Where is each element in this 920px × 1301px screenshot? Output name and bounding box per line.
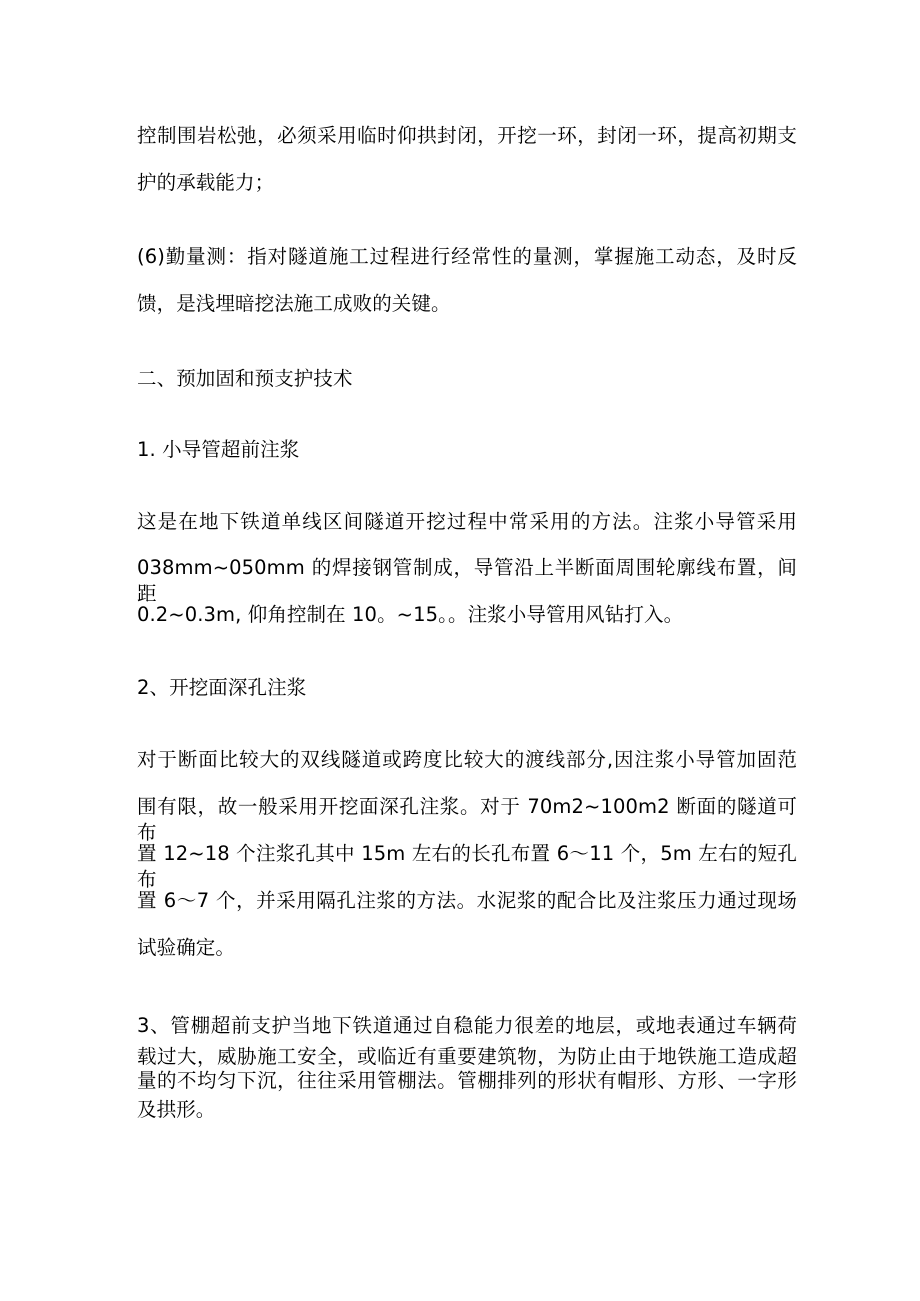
paragraph-line: 对于断面比较大的双线隧道或跨度比较大的渡线部分,因注浆小导管加固范 [137,748,797,771]
paragraph-line: 及拱形。 [137,1098,216,1121]
paragraph-line: 置 12~18 个注浆孔其中 15m 左右的长孔布置 6～11 个，5m 左右的短孔布 [137,842,797,891]
paragraph-line: 试验确定。 [137,936,236,959]
paragraph-line: (6)勤量测：指对隧道施工过程进行经常性的量测，掌握施工动态，及时反 [137,245,797,268]
subsection-heading: 2、开挖面深孔注浆 [137,676,307,699]
paragraph-line: 038mm~050mm 的焊接钢管制成，导管沿上半断面周围轮廓线布置，间距 [137,556,797,605]
paragraph-line: 馈，是浅埋暗挖法施工成败的关键。 [137,292,451,315]
paragraph-line: 控制围岩松弛，必须采用临时仰拱封闭，开挖一环，封闭一环，提高初期支 [137,124,797,147]
paragraph-line: 围有限，故一般采用开挖面深孔注浆。对于 70m2~100m2 断面的隧道可布 [137,795,797,844]
subsection-heading: 1. 小导管超前注浆 [137,438,300,461]
paragraph-line: 量的不均匀下沉，往往采用管棚法。管棚排列的形状有帽形、方形、一字形 [137,1069,797,1092]
section-heading: 二、预加固和预支护技术 [137,367,353,390]
paragraph-line: 护的承载能力； [137,171,275,194]
paragraph-line: 0.2~0.3m, 仰角控制在 10。~15。。注浆小导管用风钻打入。 [137,603,684,626]
paragraph-line: 这是在地下铁道单线区间隧道开挖过程中常采用的方法。注浆小导管采用 [137,510,797,533]
paragraph-line: 载过大，威胁施工安全，或临近有重要建筑物，为防止由于地铁施工造成超 [137,1045,797,1068]
paragraph-line: 置 6～7 个，并采用隔孔注浆的方法。水泥浆的配合比及注浆压力通过现场 [137,889,797,912]
paragraph-line: 3、管棚超前支护当地下铁道通过自稳能力很差的地层，或地表通过车辆荷 [137,1014,797,1037]
